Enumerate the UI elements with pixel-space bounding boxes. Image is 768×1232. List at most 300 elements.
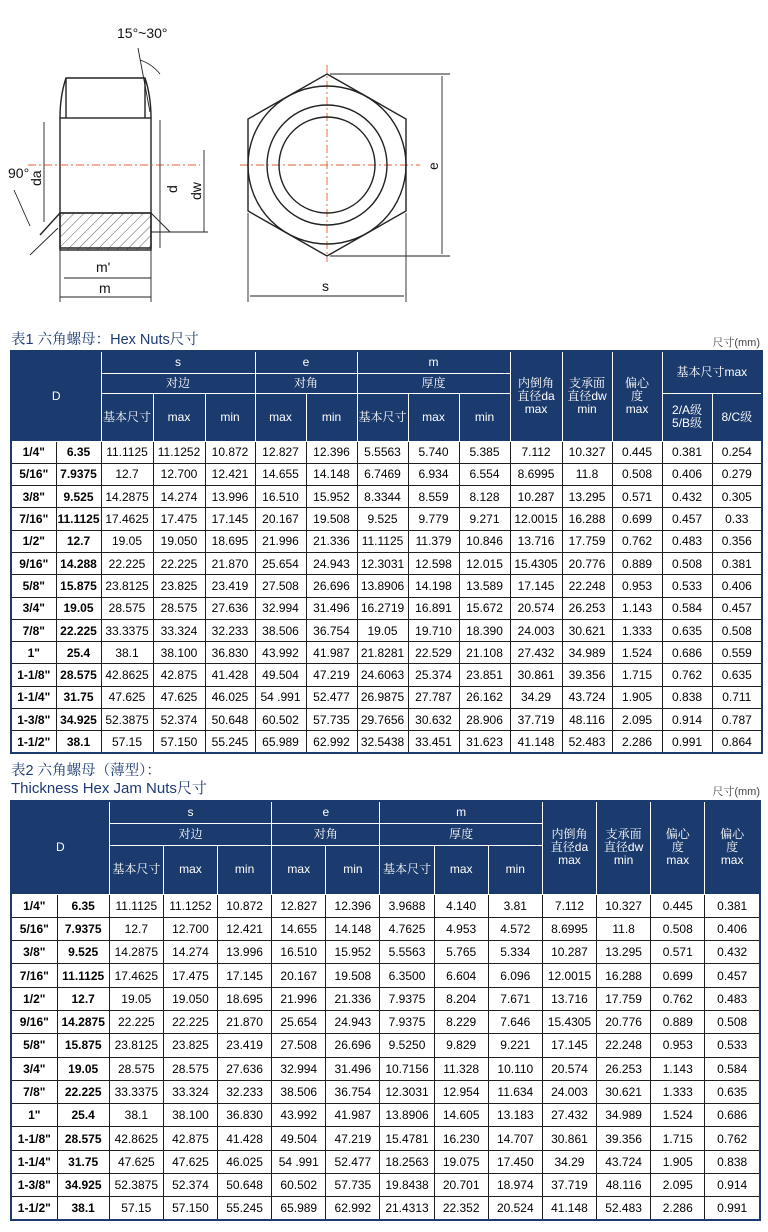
value-cell: 21.8281 (357, 642, 408, 664)
diameter-cell: 22.225 (56, 619, 101, 641)
value-cell: 16.288 (597, 964, 651, 987)
value-cell: 16.891 (408, 597, 459, 619)
value-cell: 0.889 (612, 552, 662, 574)
value-cell: 10.327 (597, 894, 651, 917)
table-row (11, 941, 760, 964)
value-cell: 1.333 (651, 1080, 705, 1103)
value-cell: 11.8 (562, 463, 612, 485)
col-dw-header: 支承面 直径dw min (562, 351, 612, 441)
value-cell: 0.762 (705, 1127, 760, 1150)
value-cell: 0.914 (662, 709, 712, 731)
value-cell: 0.508 (705, 1010, 760, 1033)
table2-caption-line1: 表2 六角螺母（薄型）： (11, 763, 161, 779)
ninety-label: 90° (8, 165, 30, 181)
value-cell: 20.167 (272, 964, 326, 987)
table-row (11, 575, 762, 597)
value-cell: 38.100 (153, 642, 205, 664)
fraction-size-cell: 1/2" (11, 987, 57, 1010)
fraction-size-cell: 1-1/2" (11, 1197, 57, 1220)
value-cell: 18.695 (218, 987, 272, 1010)
value-cell: 55.245 (218, 1197, 272, 1220)
value-cell: 0.686 (705, 1104, 760, 1127)
value-cell: 38.506 (255, 619, 306, 641)
value-cell: 11.1125 (101, 441, 153, 463)
table1-caption: 表1 六角螺母：Hex Nuts尺寸 (11, 332, 199, 348)
fraction-size-cell: 3/4" (11, 597, 56, 619)
value-cell: 42.875 (153, 664, 205, 686)
dw-label: dw (188, 182, 204, 200)
value-cell: 17.145 (218, 964, 272, 987)
value-cell: 11.379 (408, 530, 459, 552)
fraction-size-cell: 1-1/2" (11, 731, 56, 753)
value-cell: 42.8625 (109, 1127, 163, 1150)
hex-nuts-table (10, 350, 763, 754)
value-cell: 22.529 (408, 642, 459, 664)
value-cell: 13.183 (488, 1104, 542, 1127)
value-cell: 0.33 (712, 508, 762, 530)
value-cell: 0.508 (662, 552, 712, 574)
value-cell: 28.575 (163, 1057, 217, 1080)
diameter-cell: 6.35 (56, 441, 101, 463)
table-row (11, 441, 762, 463)
col-eccentricity-header: 偏心 度 max (651, 801, 705, 894)
value-cell: 57.15 (109, 1197, 163, 1220)
value-cell: 41.148 (510, 731, 562, 753)
value-cell: 10.327 (562, 441, 612, 463)
value-cell: 33.324 (163, 1080, 217, 1103)
value-cell: 12.0015 (542, 964, 596, 987)
value-cell: 17.4625 (109, 964, 163, 987)
col-dw-header: 支承面 直径dw min (597, 801, 651, 894)
value-cell: 21.336 (326, 987, 380, 1010)
value-cell: 55.245 (205, 731, 255, 753)
table-row (11, 1104, 760, 1127)
value-cell: 52.374 (153, 709, 205, 731)
value-cell: 0.838 (705, 1150, 760, 1173)
col-m-sub-header: 厚度 (357, 373, 510, 393)
value-cell: 41.148 (542, 1197, 596, 1220)
value-cell: 12.015 (459, 552, 510, 574)
value-cell: 33.451 (408, 731, 459, 753)
value-cell: 19.050 (163, 987, 217, 1010)
value-cell: 4.953 (434, 917, 488, 940)
value-cell: 20.524 (488, 1197, 542, 1220)
col-s-header: s (109, 801, 271, 823)
diameter-cell: 7.9375 (57, 917, 109, 940)
table-row (11, 964, 760, 987)
value-cell: 65.989 (272, 1197, 326, 1220)
value-cell: 5.385 (459, 441, 510, 463)
value-cell: 27.636 (218, 1057, 272, 1080)
value-cell: 52.483 (597, 1197, 651, 1220)
value-cell: 0.699 (612, 508, 662, 530)
table-row (11, 1197, 760, 1220)
fraction-size-cell: 1-1/8" (11, 664, 56, 686)
value-cell: 29.7656 (357, 709, 408, 731)
value-cell: 11.1252 (163, 894, 217, 917)
value-cell: 21.336 (306, 530, 357, 552)
diameter-cell: 9.525 (56, 486, 101, 508)
fraction-size-cell: 7/16" (11, 508, 56, 530)
value-cell: 11.328 (434, 1057, 488, 1080)
table-row (11, 1034, 760, 1057)
value-cell: 17.145 (205, 508, 255, 530)
m-max-header: max (408, 393, 459, 441)
value-cell: 28.906 (459, 709, 510, 731)
value-cell: 23.8125 (101, 575, 153, 597)
value-cell: 22.225 (101, 552, 153, 574)
value-cell: 5.740 (408, 441, 459, 463)
value-cell: 11.634 (488, 1080, 542, 1103)
s-basic-header: 基本尺寸 (101, 393, 153, 441)
value-cell: 1.143 (612, 597, 662, 619)
value-cell: 7.112 (542, 894, 596, 917)
value-cell: 26.696 (306, 575, 357, 597)
value-cell: 10.7156 (380, 1057, 434, 1080)
value-cell: 41.987 (306, 642, 357, 664)
value-cell: 0.686 (662, 642, 712, 664)
value-cell: 0.914 (705, 1174, 760, 1197)
value-cell: 0.483 (705, 987, 760, 1010)
col-basic-max-header: 基本尺寸max (662, 351, 762, 393)
value-cell: 50.648 (218, 1174, 272, 1197)
value-cell: 52.3875 (109, 1174, 163, 1197)
value-cell: 9.829 (434, 1034, 488, 1057)
value-cell: 0.508 (651, 917, 705, 940)
value-cell: 26.162 (459, 686, 510, 708)
value-cell: 8.3344 (357, 486, 408, 508)
value-cell: 0.279 (712, 463, 762, 485)
value-cell: 25.654 (255, 552, 306, 574)
value-cell: 17.4625 (101, 508, 153, 530)
table2-caption (11, 762, 207, 798)
value-cell: 10.872 (218, 894, 272, 917)
col-s-header: s (101, 351, 255, 373)
value-cell: 12.827 (255, 441, 306, 463)
value-cell: 18.695 (205, 530, 255, 552)
value-cell: 17.450 (488, 1150, 542, 1173)
fraction-size-cell: 9/16" (11, 552, 56, 574)
value-cell: 19.05 (357, 619, 408, 641)
value-cell: 65.989 (255, 731, 306, 753)
fraction-size-cell: 1/2" (11, 530, 56, 552)
value-cell: 36.830 (205, 642, 255, 664)
value-cell: 46.025 (205, 686, 255, 708)
value-cell: 15.4305 (510, 552, 562, 574)
m-prime-label: m' (96, 259, 111, 275)
value-cell: 52.3875 (101, 709, 153, 731)
value-cell: 60.502 (272, 1174, 326, 1197)
value-cell: 49.504 (272, 1127, 326, 1150)
value-cell: 34.989 (562, 642, 612, 664)
value-cell: 13.716 (510, 530, 562, 552)
value-cell: 9.221 (488, 1034, 542, 1057)
diameter-cell: 7.9375 (56, 463, 101, 485)
value-cell: 38.1 (101, 642, 153, 664)
value-cell: 14.148 (326, 917, 380, 940)
value-cell: 6.554 (459, 463, 510, 485)
col-d-header: D (11, 801, 109, 894)
value-cell: 12.7 (109, 917, 163, 940)
value-cell: 33.324 (153, 619, 205, 641)
value-cell: 8.128 (459, 486, 510, 508)
fraction-size-cell: 7/16" (11, 964, 57, 987)
value-cell: 41.428 (218, 1127, 272, 1150)
value-cell: 38.100 (163, 1104, 217, 1127)
value-cell: 1.715 (612, 664, 662, 686)
value-cell: 14.2875 (101, 486, 153, 508)
table-row (11, 1174, 760, 1197)
value-cell: 21.996 (272, 987, 326, 1010)
value-cell: 9.525 (357, 508, 408, 530)
col-da-header: 内倒角 直径da max (510, 351, 562, 441)
value-cell: 37.719 (542, 1174, 596, 1197)
value-cell: 6.604 (434, 964, 488, 987)
value-cell: 30.632 (408, 709, 459, 731)
value-cell: 0.559 (712, 642, 762, 664)
fraction-size-cell: 7/8" (11, 1080, 57, 1103)
table-row (11, 508, 762, 530)
diameter-cell: 14.288 (56, 552, 101, 574)
value-cell: 19.508 (326, 964, 380, 987)
value-cell: 17.475 (163, 964, 217, 987)
value-cell: 47.625 (101, 686, 153, 708)
m-max-header: max (434, 845, 488, 894)
value-cell: 24.003 (510, 619, 562, 641)
value-cell: 1.333 (612, 619, 662, 641)
table-row (11, 486, 762, 508)
table-row (11, 1010, 760, 1033)
value-cell: 0.406 (712, 575, 762, 597)
value-cell: 0.762 (662, 664, 712, 686)
value-cell: 18.2563 (380, 1150, 434, 1173)
value-cell: 22.352 (434, 1197, 488, 1220)
value-cell: 12.0015 (510, 508, 562, 530)
col-da-header: 内倒角 直径da max (542, 801, 596, 894)
value-cell: 20.574 (542, 1057, 596, 1080)
col-e-header: e (272, 801, 380, 823)
col-eccentricity-header: 偏心 度 max (612, 351, 662, 441)
value-cell: 13.295 (562, 486, 612, 508)
e-min-header: min (326, 845, 380, 894)
fraction-size-cell: 5/16" (11, 917, 57, 940)
value-cell: 10.287 (510, 486, 562, 508)
value-cell: 30.621 (562, 619, 612, 641)
value-cell: 27.787 (408, 686, 459, 708)
col-e-sub-header: 对角 (255, 373, 357, 393)
value-cell: 6.096 (488, 964, 542, 987)
value-cell: 8.204 (434, 987, 488, 1010)
value-cell: 48.116 (562, 709, 612, 731)
value-cell: 0.305 (712, 486, 762, 508)
value-cell: 22.248 (597, 1034, 651, 1057)
value-cell: 6.7469 (357, 463, 408, 485)
value-cell: 33.3375 (109, 1080, 163, 1103)
value-cell: 0.432 (662, 486, 712, 508)
value-cell: 25.654 (272, 1010, 326, 1033)
diameter-cell: 14.2875 (57, 1010, 109, 1033)
diameter-cell: 6.35 (57, 894, 109, 917)
value-cell: 24.943 (306, 552, 357, 574)
value-cell: 0.635 (662, 619, 712, 641)
fraction-size-cell: 3/4" (11, 1057, 57, 1080)
table-row (11, 709, 762, 731)
value-cell: 26.253 (562, 597, 612, 619)
value-cell: 12.700 (163, 917, 217, 940)
grade-c-header: 8/C级 (712, 393, 762, 441)
diameter-cell: 15.875 (56, 575, 101, 597)
table-row (11, 731, 762, 753)
value-cell: 20.701 (434, 1174, 488, 1197)
value-cell: 7.9375 (380, 1010, 434, 1033)
value-cell: 7.9375 (380, 987, 434, 1010)
value-cell: 0.254 (712, 441, 762, 463)
side-view (40, 78, 170, 250)
value-cell: 12.954 (434, 1080, 488, 1103)
value-cell: 54 .991 (255, 686, 306, 708)
value-cell: 32.994 (272, 1057, 326, 1080)
diameter-cell: 34.925 (57, 1174, 109, 1197)
value-cell: 15.672 (459, 597, 510, 619)
value-cell: 6.934 (408, 463, 459, 485)
fraction-size-cell: 1-3/8" (11, 709, 56, 731)
value-cell: 15.952 (326, 941, 380, 964)
value-cell: 47.625 (163, 1150, 217, 1173)
table-row (11, 552, 762, 574)
col-e-sub-header: 对角 (272, 823, 380, 845)
value-cell: 0.889 (651, 1010, 705, 1033)
value-cell: 57.15 (101, 731, 153, 753)
table1-unit: 尺寸(mm) (712, 337, 760, 349)
value-cell: 18.974 (488, 1174, 542, 1197)
value-cell: 12.598 (408, 552, 459, 574)
value-cell: 23.851 (459, 664, 510, 686)
value-cell: 19.05 (109, 987, 163, 1010)
value-cell: 38.506 (272, 1080, 326, 1103)
value-cell: 0.953 (651, 1034, 705, 1057)
table-row (11, 597, 762, 619)
table2-caption-line2: Thickness Hex Jam Nuts尺寸 (11, 780, 207, 797)
value-cell: 0.356 (712, 530, 762, 552)
diameter-cell: 22.225 (57, 1080, 109, 1103)
value-cell: 26.696 (326, 1034, 380, 1057)
s-min-header: min (205, 393, 255, 441)
value-cell: 12.827 (272, 894, 326, 917)
value-cell: 28.575 (109, 1057, 163, 1080)
value-cell: 30.621 (597, 1080, 651, 1103)
value-cell: 26.253 (597, 1057, 651, 1080)
value-cell: 52.477 (326, 1150, 380, 1173)
fraction-size-cell: 5/8" (11, 575, 56, 597)
value-cell: 47.219 (306, 664, 357, 686)
s-basic-header: 基本尺寸 (109, 845, 163, 894)
value-cell: 48.116 (597, 1174, 651, 1197)
value-cell: 14.655 (255, 463, 306, 485)
value-cell: 22.225 (163, 1010, 217, 1033)
da-label: da (28, 170, 44, 186)
value-cell: 13.996 (218, 941, 272, 964)
value-cell: 12.3031 (380, 1080, 434, 1103)
value-cell: 25.374 (408, 664, 459, 686)
value-cell: 0.762 (612, 530, 662, 552)
jam-nuts-table (10, 800, 761, 1221)
value-cell: 38.1 (109, 1104, 163, 1127)
value-cell: 57.735 (306, 709, 357, 731)
value-cell: 39.356 (597, 1127, 651, 1150)
col-m-header: m (357, 351, 510, 373)
value-cell: 36.754 (306, 619, 357, 641)
value-cell: 52.477 (306, 686, 357, 708)
value-cell: 34.989 (597, 1104, 651, 1127)
value-cell: 28.575 (153, 597, 205, 619)
table-row (11, 1057, 760, 1080)
value-cell: 7.646 (488, 1010, 542, 1033)
value-cell: 14.148 (306, 463, 357, 485)
value-cell: 19.075 (434, 1150, 488, 1173)
hex-nuts-table-body (11, 441, 762, 753)
e-label: e (425, 162, 441, 170)
value-cell: 34.29 (542, 1150, 596, 1173)
value-cell: 20.167 (255, 508, 306, 530)
table-row (11, 917, 760, 940)
value-cell: 14.605 (434, 1104, 488, 1127)
value-cell: 57.150 (163, 1197, 217, 1220)
value-cell: 30.861 (542, 1127, 596, 1150)
value-cell: 31.496 (306, 597, 357, 619)
jam-nuts-table-body (11, 894, 760, 1220)
value-cell: 27.432 (542, 1104, 596, 1127)
value-cell: 12.421 (218, 917, 272, 940)
diameter-cell: 31.75 (56, 686, 101, 708)
s-max-header: max (153, 393, 205, 441)
value-cell: 41.987 (326, 1104, 380, 1127)
value-cell: 21.870 (205, 552, 255, 574)
value-cell: 14.655 (272, 917, 326, 940)
value-cell: 2.095 (612, 709, 662, 731)
value-cell: 27.432 (510, 642, 562, 664)
value-cell: 13.295 (597, 941, 651, 964)
table-row (11, 1150, 760, 1173)
value-cell: 1.524 (651, 1104, 705, 1127)
value-cell: 36.830 (218, 1104, 272, 1127)
value-cell: 7.671 (488, 987, 542, 1010)
value-cell: 14.274 (153, 486, 205, 508)
diameter-cell: 12.7 (56, 530, 101, 552)
value-cell: 9.5250 (380, 1034, 434, 1057)
value-cell: 4.140 (434, 894, 488, 917)
value-cell: 54 .991 (272, 1150, 326, 1173)
value-cell: 5.334 (488, 941, 542, 964)
fraction-size-cell: 1/4" (11, 894, 57, 917)
value-cell: 42.8625 (101, 664, 153, 686)
value-cell: 17.759 (562, 530, 612, 552)
value-cell: 0.533 (705, 1034, 760, 1057)
fraction-size-cell: 3/8" (11, 486, 56, 508)
diameter-cell: 38.1 (57, 1197, 109, 1220)
fraction-size-cell: 1" (11, 642, 56, 664)
angle-label: 15°~30° (117, 25, 168, 41)
value-cell: 8.6995 (510, 463, 562, 485)
fraction-size-cell: 1-3/8" (11, 1174, 57, 1197)
value-cell: 52.374 (163, 1174, 217, 1197)
value-cell: 0.571 (651, 941, 705, 964)
value-cell: 10.110 (488, 1057, 542, 1080)
diameter-cell: 34.925 (56, 709, 101, 731)
col-eccentricity-2-header: 偏心 度 max (705, 801, 760, 894)
table-row (11, 987, 760, 1010)
value-cell: 6.3500 (380, 964, 434, 987)
diameter-cell: 19.05 (56, 597, 101, 619)
